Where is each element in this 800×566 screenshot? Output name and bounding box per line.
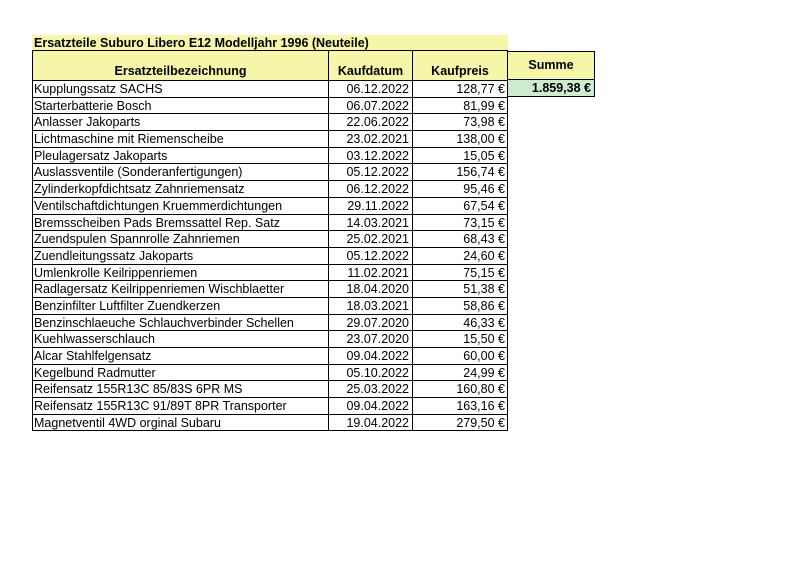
part-name-cell[interactable]: Zylinderkopfdichtsatz Zahnriemensatz (32, 181, 328, 197)
part-name-cell[interactable]: Magnetventil 4WD orginal Subaru (32, 415, 328, 431)
purchase-price-cell[interactable]: 15,05 € (412, 148, 508, 164)
part-name-cell[interactable]: Pleulagersatz Jakoparts (32, 148, 328, 164)
table-row (32, 331, 508, 348)
purchase-date-cell[interactable]: 06.07.2022 (328, 98, 412, 114)
purchase-price-cell[interactable]: 58,86 € (412, 298, 508, 314)
purchase-price-cell[interactable]: 128,77 € (412, 81, 508, 97)
part-name-cell[interactable]: Reifensatz 155R13C 85/83S 6PR MS (32, 381, 328, 397)
table-row (32, 265, 508, 282)
table-row (32, 365, 508, 382)
part-name-cell[interactable]: Kupplungssatz SACHS (32, 81, 328, 97)
purchase-price-cell[interactable]: 73,98 € (412, 114, 508, 130)
purchase-price-cell[interactable]: 163,16 € (412, 398, 508, 414)
purchase-date-cell[interactable]: 23.07.2020 (328, 331, 412, 347)
part-name-cell[interactable]: Zuendleitungssatz Jakoparts (32, 248, 328, 264)
purchase-price-cell[interactable]: 138,00 € (412, 131, 508, 147)
table-row (32, 398, 508, 415)
sheet-title: Ersatzteile Suburo Libero E12 Modelljahr 1996 (Neuteile) (32, 35, 508, 51)
table-row (32, 98, 508, 115)
table-row (32, 198, 508, 215)
table-row (32, 181, 508, 198)
purchase-price-cell[interactable]: 24,60 € (412, 248, 508, 264)
purchase-price-cell[interactable]: 279,50 € (412, 415, 508, 431)
purchase-date-cell[interactable]: 06.12.2022 (328, 181, 412, 197)
purchase-date-cell[interactable]: 05.10.2022 (328, 365, 412, 381)
purchase-date-cell[interactable]: 03.12.2022 (328, 148, 412, 164)
part-name-cell[interactable]: Radlagersatz Keilrippenriemen Wischblaetter (32, 281, 328, 297)
purchase-date-cell[interactable]: 19.04.2022 (328, 415, 412, 431)
column-header-price-label: Kaufpreis (431, 64, 489, 78)
purchase-date-cell[interactable]: 18.03.2021 (328, 298, 412, 314)
part-name-cell[interactable]: Zuendspulen Spannrolle Zahnriemen (32, 231, 328, 247)
purchase-date-cell[interactable]: 09.04.2022 (328, 398, 412, 414)
part-name-cell[interactable]: Lichtmaschine mit Riemenscheibe (32, 131, 328, 147)
purchase-price-cell[interactable]: 46,33 € (412, 315, 508, 331)
purchase-date-cell[interactable]: 05.12.2022 (328, 164, 412, 180)
purchase-price-cell[interactable]: 15,50 € (412, 331, 508, 347)
purchase-date-cell[interactable]: 25.03.2022 (328, 381, 412, 397)
purchase-price-cell[interactable]: 73,15 € (412, 215, 508, 231)
part-name-cell[interactable]: Umlenkrolle Keilrippenriemen (32, 265, 328, 281)
part-name-cell[interactable]: Kegelbund Radmutter (32, 365, 328, 381)
sum-value-cell[interactable]: 1.859,38 € (508, 80, 595, 97)
purchase-price-cell[interactable]: 67,54 € (412, 198, 508, 214)
column-header-name-label: Ersatzteilbezeichnung (114, 64, 247, 78)
purchase-price-cell[interactable]: 24,99 € (412, 365, 508, 381)
sum-header-label: Summe (528, 58, 574, 72)
part-name-cell[interactable]: Benzinschlaeuche Schlauchverbinder Schellen (32, 315, 328, 331)
purchase-price-cell[interactable]: 160,80 € (412, 381, 508, 397)
table-row (32, 348, 508, 365)
purchase-date-cell[interactable]: 29.11.2022 (328, 198, 412, 214)
table-row (32, 248, 508, 265)
purchase-price-cell[interactable]: 75,15 € (412, 265, 508, 281)
part-name-cell[interactable]: Kuehlwasserschlauch (32, 331, 328, 347)
purchase-price-cell[interactable]: 68,43 € (412, 231, 508, 247)
parts-table (32, 81, 508, 431)
purchase-date-cell[interactable]: 14.03.2021 (328, 215, 412, 231)
table-row (32, 415, 508, 432)
purchase-price-cell[interactable]: 156,74 € (412, 164, 508, 180)
part-name-cell[interactable]: Reifensatz 155R13C 91/89T 8PR Transporter (32, 398, 328, 414)
part-name-cell[interactable]: Benzinfilter Luftfilter Zuendkerzen (32, 298, 328, 314)
column-header-date-label: Kaufdatum (337, 64, 404, 78)
purchase-price-cell[interactable]: 51,38 € (412, 281, 508, 297)
column-header-name[interactable] (32, 51, 328, 81)
part-name-cell[interactable]: Ventilschaftdichtungen Kruemmerdichtungen (32, 198, 328, 214)
purchase-date-cell[interactable]: 18.04.2020 (328, 281, 412, 297)
table-row (32, 315, 508, 332)
table-row (32, 231, 508, 248)
purchase-date-cell[interactable]: 11.02.2021 (328, 265, 412, 281)
purchase-date-cell[interactable]: 23.02.2021 (328, 131, 412, 147)
purchase-price-cell[interactable]: 95,46 € (412, 181, 508, 197)
part-name-cell[interactable]: Auslassventile (Sonderanfertigungen) (32, 164, 328, 180)
sum-header[interactable] (508, 51, 595, 80)
table-row (32, 81, 508, 98)
column-header-date[interactable] (328, 51, 412, 81)
purchase-date-cell[interactable]: 25.02.2021 (328, 231, 412, 247)
part-name-cell[interactable]: Starterbatterie Bosch (32, 98, 328, 114)
table-row (32, 131, 508, 148)
purchase-price-cell[interactable]: 81,99 € (412, 98, 508, 114)
purchase-date-cell[interactable]: 09.04.2022 (328, 348, 412, 364)
part-name-cell[interactable]: Alcar Stahlfelgensatz (32, 348, 328, 364)
part-name-cell[interactable]: Bremsscheiben Pads Bremssattel Rep. Satz (32, 215, 328, 231)
table-row (32, 281, 508, 298)
purchase-date-cell[interactable]: 05.12.2022 (328, 248, 412, 264)
column-header-price[interactable] (412, 51, 508, 81)
table-row (32, 298, 508, 315)
purchase-date-cell[interactable]: 22.06.2022 (328, 114, 412, 130)
table-row (32, 148, 508, 165)
table-row (32, 164, 508, 181)
table-row (32, 114, 508, 131)
purchase-date-cell[interactable]: 29.07.2020 (328, 315, 412, 331)
part-name-cell[interactable]: Anlasser Jakoparts (32, 114, 328, 130)
table-row (32, 215, 508, 232)
purchase-date-cell[interactable]: 06.12.2022 (328, 81, 412, 97)
purchase-price-cell[interactable]: 60,00 € (412, 348, 508, 364)
table-row (32, 381, 508, 398)
